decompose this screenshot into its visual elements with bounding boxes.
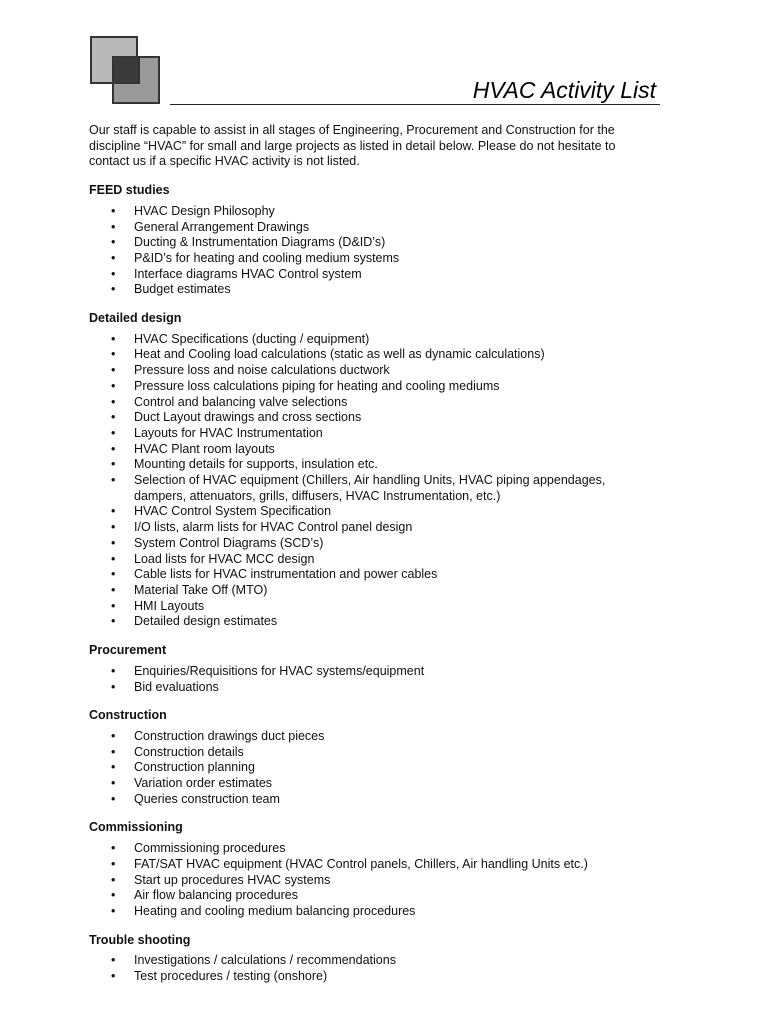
bullet-icon: • [111,457,116,472]
list-item [89,552,649,568]
section-item-list [89,953,649,984]
list-item-text: Test procedures / testing (onshore) [134,969,328,984]
section-heading: Construction [89,708,167,723]
bullet-icon: • [111,394,116,409]
activity-sections [89,183,649,985]
bullet-icon: • [111,872,116,887]
list-item [89,857,649,873]
bullet-icon: • [111,331,116,346]
list-item-text: Queries construction team [134,791,280,806]
list-item [89,347,649,363]
logo-core-square [112,56,140,84]
list-item-text: Layouts for HVAC Instrumentation [134,425,323,440]
list-item-text: Load lists for HVAC MCC design [134,551,315,566]
list-item [89,680,649,696]
list-item-text: Detailed design estimates [134,614,278,629]
bullet-icon: • [111,856,116,871]
section-item-list [89,729,649,808]
list-item-text: Ducting & Instrumentation Diagrams (D&ID’s) [134,235,386,250]
bullet-icon: • [111,363,116,378]
list-item-text: Enquiries/Requisitions for HVAC systems/equipment [134,663,425,678]
list-item [89,760,649,776]
list-item [89,664,649,680]
list-item [89,282,649,298]
bullet-icon: • [111,473,116,488]
section-heading: Trouble shooting [89,932,191,947]
bullet-icon: • [111,953,116,968]
bullet-icon: • [111,969,116,984]
bullet-icon: • [111,567,116,582]
bullet-icon: • [111,410,116,425]
list-item-text: Mounting details for supports, insulation etc. [134,457,378,472]
document-title: HVAC Activity List [472,77,656,103]
section-item-list [89,841,649,920]
company-logo [88,34,163,106]
list-item [89,363,649,379]
bullet-icon: • [111,614,116,629]
list-item-text: HMI Layouts [134,598,205,613]
bullet-icon: • [111,679,116,694]
list-item [89,220,649,236]
document-body [89,123,649,998]
list-item [89,599,649,615]
list-item [89,841,649,857]
list-item-text: Bid evaluations [134,679,219,694]
list-item [89,729,649,745]
list-item-text: HVAC Design Philosophy [134,203,275,218]
bullet-icon: • [111,841,116,856]
list-item-text: Construction planning [134,760,255,775]
intro-paragraph: Our staff is capable to assist in all stages of Engineering, Procurement and Construction for the discipline “HVAC” for small and large projects as listed in detail below. Please do not hesitate to contact us if a specific HVAC activity is not listed. [89,123,616,169]
list-item-text: HVAC Plant room layouts [134,441,275,456]
list-item-text: Commissioning procedures [134,841,286,856]
list-item [89,745,649,761]
list-item-text: P&ID’s for heating and cooling medium systems [134,250,400,265]
list-item-text: Pressure loss and noise calculations ductwork [134,363,390,378]
list-item [89,442,649,458]
list-item-text: Duct Layout drawings and cross sections [134,410,362,425]
bullet-icon: • [111,347,116,362]
bullet-icon: • [111,219,116,234]
list-item-text: Construction details [134,744,244,759]
bullet-icon: • [111,378,116,393]
bullet-icon: • [111,250,116,265]
list-item [89,873,649,889]
list-item [89,536,649,552]
list-item-text: Variation order estimates [134,776,273,791]
list-item [89,473,649,504]
list-item [89,410,649,426]
bullet-icon: • [111,663,116,678]
list-item-text: Pressure loss calculations piping for heating and cooling mediums [134,378,500,393]
list-item [89,504,649,520]
list-item [89,776,649,792]
bullet-icon: • [111,760,116,775]
bullet-icon: • [111,235,116,250]
bullet-icon: • [111,425,116,440]
list-item-text: Selection of HVAC equipment (Chillers, Air handling Units, HVAC piping appendages, dampers, attenuators, grills, diffusers, HVAC Instrumentation, etc.) [134,473,606,503]
list-item [89,204,649,220]
section-item-list [89,332,649,630]
list-item [89,379,649,395]
bullet-icon: • [111,504,116,519]
section-heading: Procurement [89,643,167,658]
list-item [89,792,649,808]
list-item-text: Heat and Cooling load calculations (static as well as dynamic calculations) [134,347,545,362]
list-item-text: Heating and cooling medium balancing procedures [134,903,416,918]
bullet-icon: • [111,203,116,218]
list-item-text: Investigations / calculations / recommendations [134,953,396,968]
section-heading: Detailed design [89,311,182,326]
list-item [89,969,649,985]
list-item [89,426,649,442]
bullet-icon: • [111,598,116,613]
bullet-icon: • [111,535,116,550]
section-heading: Commissioning [89,820,183,835]
list-item-text: Air flow balancing procedures [134,888,298,903]
list-item [89,457,649,473]
bullet-icon: • [111,282,116,297]
list-item-text: Cable lists for HVAC instrumentation and power cables [134,567,438,582]
list-item [89,614,649,630]
section-item-list [89,664,649,695]
bullet-icon: • [111,776,116,791]
list-item-text: Start up procedures HVAC systems [134,872,331,887]
bullet-icon: • [111,266,116,281]
list-item [89,567,649,583]
list-item [89,395,649,411]
list-item [89,904,649,920]
title-underline [170,104,660,105]
bullet-icon: • [111,551,116,566]
list-item-text: System Control Diagrams (SCD’s) [134,535,324,550]
list-item [89,520,649,536]
list-item-text: Control and balancing valve selections [134,394,348,409]
bullet-icon: • [111,520,116,535]
section-heading: FEED studies [89,183,170,198]
bullet-icon: • [111,744,116,759]
list-item-text: Construction drawings duct pieces [134,728,325,743]
bullet-icon: • [111,582,116,597]
bullet-icon: • [111,888,116,903]
list-item-text: Interface diagrams HVAC Control system [134,266,362,281]
list-item [89,251,649,267]
list-item-text: General Arrangement Drawings [134,219,310,234]
list-item-text: Material Take Off (MTO) [134,582,268,597]
list-item-text: FAT/SAT HVAC equipment (HVAC Control panels, Chillers, Air handling Units etc.) [134,856,588,871]
list-item [89,235,649,251]
bullet-icon: • [111,791,116,806]
bullet-icon: • [111,728,116,743]
list-item [89,332,649,348]
list-item-text: HVAC Control System Specification [134,504,332,519]
list-item-text: HVAC Specifications (ducting / equipment) [134,331,370,346]
list-item-text: Budget estimates [134,282,231,297]
list-item [89,583,649,599]
list-item-text: I/O lists, alarm lists for HVAC Control panel design [134,520,413,535]
bullet-icon: • [111,441,116,456]
bullet-icon: • [111,903,116,918]
section-item-list [89,204,649,298]
list-item [89,888,649,904]
list-item [89,953,649,969]
list-item [89,267,649,283]
